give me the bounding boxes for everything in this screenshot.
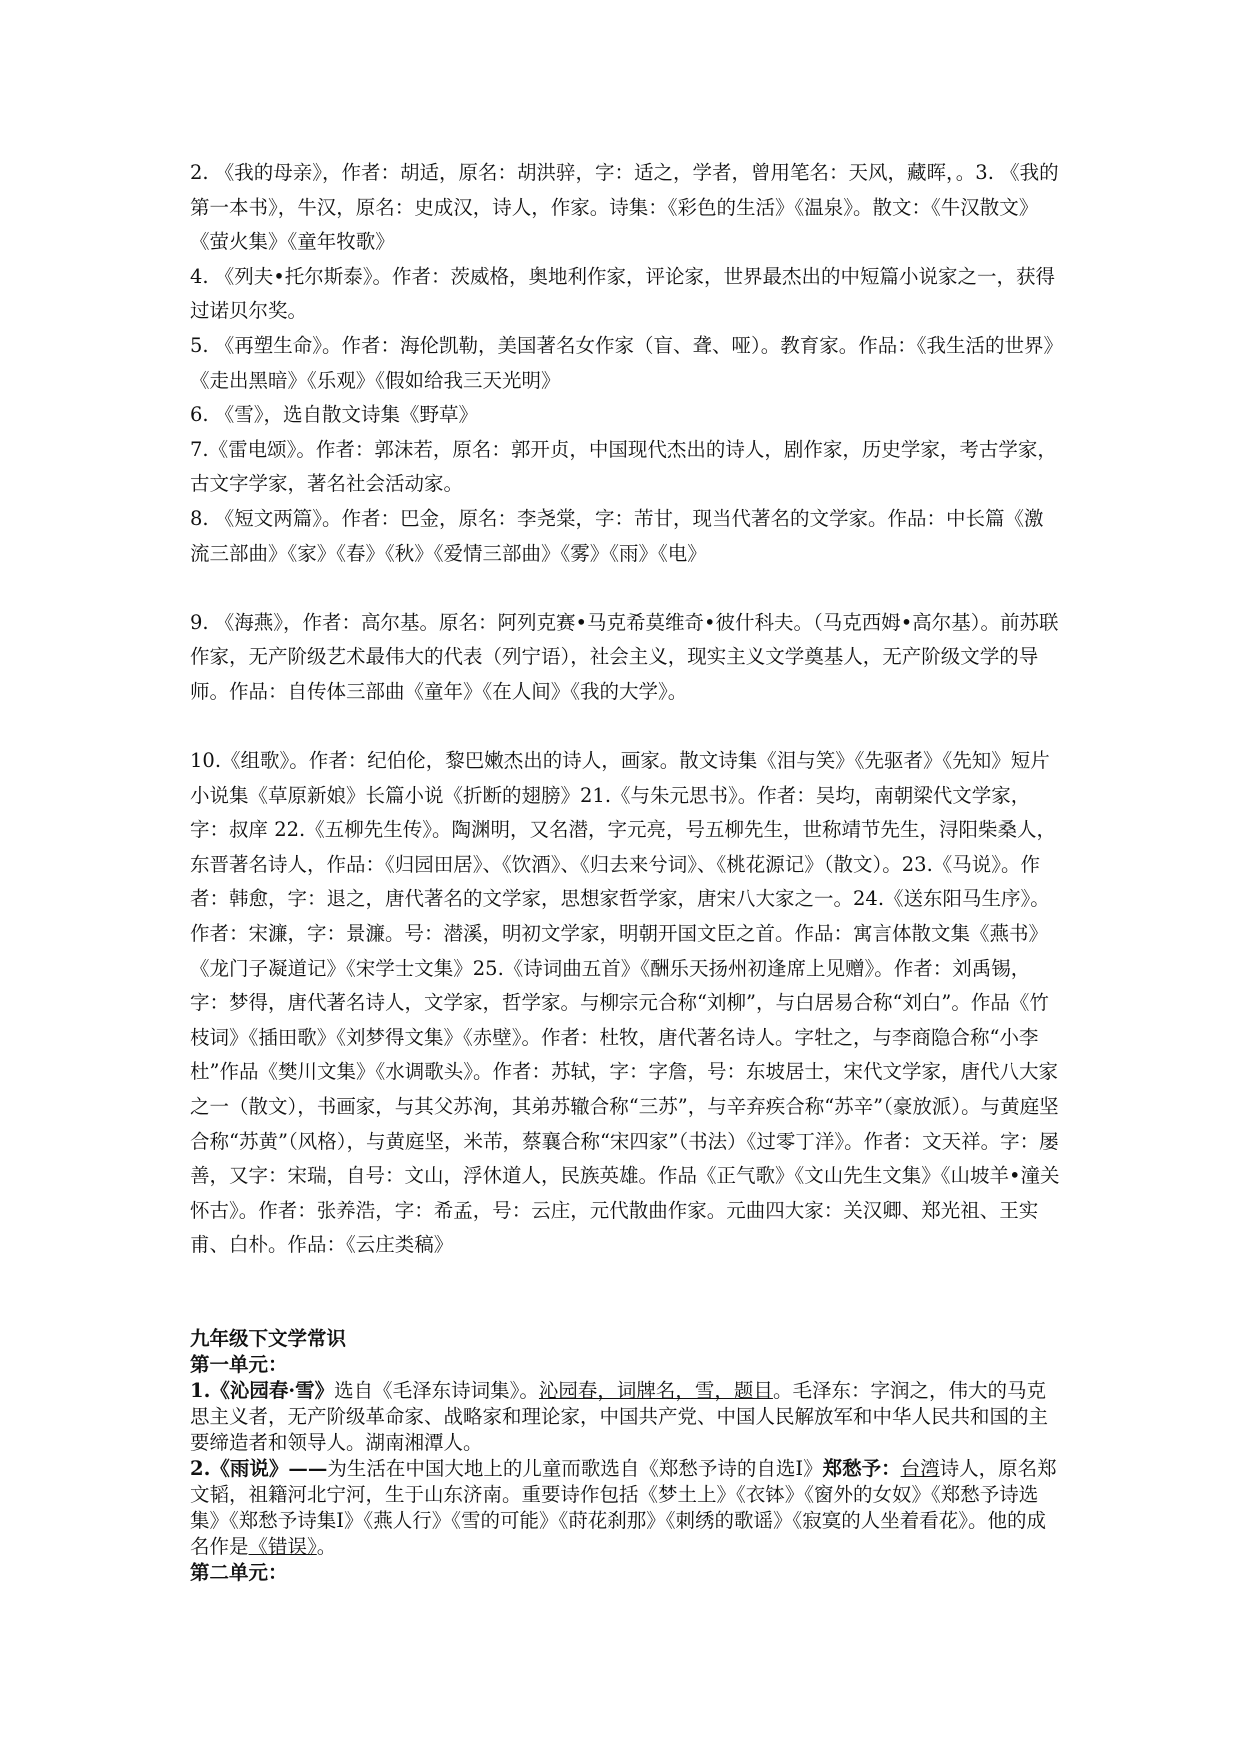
entry-5: 5. 《再塑生命》。作者：海伦凯勒，美国著名女作家（盲、聋、哑）。教育家。作品：《我生活的世界》《走出黑暗》《乐观》《假如给我三天光明》 [190, 333, 1054, 392]
entry-10-25: 10.《组歌》。作者：纪伯伦，黎巴嫩杰出的诗人，画家。散文诗集《泪与笑》《先驱者》《先知》短片小说集《草原新娘》长篇小说《折断的翅膀》21.《与朱元思书》。作者：吴均，南朝梁代文学家，字：叔庠 22.《五柳先生传》。陶渊明，又名潜，字元亮，号五柳先生，世称靖节先生，浔阳柴桑人，东晋著名诗人，作品：《归园田居》、《饮酒》、《归去来兮词》、《桃花源记》（散文）。23.《马说》。作者：韩愈，字：退之，唐代著名的文学家，思想家哲学家，唐宋八大家之一。24.《送东阳马生序》。作者：宋濂，字：景濂。号：潜溪，明初文学家，明朝开国文臣之首。作品：寓言体散文集《燕书》《龙门子凝道记》《宋学士文集》25.《诗词曲五首》《酬乐天扬州初逢席上见赠》。作者：刘禹锡，字：梦得，唐代著名诗人，文学家，哲学家。与柳宗元合称“刘柳”，与白居易合称“刘白”。作品《竹枝词》《插田歌》《刘梦得文集》《赤壁》。作者：杜牧，唐代著名诗人。字牡之，与李商隐合称“小李杜”作品《樊川文集》《水调歌头》。作者：苏轼，字：字詹，号：东坡居士，宋代文学家，唐代八大家之一（散文），书画家，与其父苏洵，其弟苏辙合称“三苏”，与辛弃疾合称“苏辛”（豪放派）。与黄庭坚合称“苏黄”（风格），与黄庭坚，米芾，蔡襄合称“宋四家”（书法）《过零丁洋》。作者：文天祥。字：屡善，又字：宋瑞，自号：文山，浮休道人，民族英雄。作品《正气歌》《文山先生文集》《山坡羊•潼关怀古》。作者：张养浩，字：希孟，号：云庄，元代散曲作家。元曲四大家：关汉卿、郑光祖、王实甫、白朴。作品：《云庄类稿》 [190, 749, 1060, 1257]
entry-9: 9. 《海燕》，作者：高尔基。原名：阿列克赛•马克希莫维奇•彼什科夫。（马克西姆•高尔基）。前苏联作家，无产阶级艺术最伟大的代表（列宁语），社会主义，现实主义文学奠基人，无产阶级文学的导师。作品：自传体三部曲《童年》《在人间》《我的大学》。 [190, 610, 1059, 703]
entry-7: 7.《雷电颂》。作者：郭沫若，原名：郭开贞，中国现代杰出的诗人，剧作家，历史学家，考古学家，古文字学家，著名社会活动家。 [190, 437, 1057, 496]
lesson2-famous-work: 《错误》 [248, 1535, 317, 1558]
lesson2-author: 郑愁予： [822, 1457, 901, 1480]
lesson2-title: 2.《雨说》—— [190, 1457, 328, 1480]
unit2-heading: 第二单元： [190, 1561, 288, 1584]
lesson1-title: 1.《沁园春·雪》 [190, 1379, 335, 1402]
grade9-literature-section [190, 1326, 1060, 1586]
lesson2-text-2: 诗人，原名郑文韬，祖籍河北宁河，生于山东济南。重要诗作包括《梦土上》《衣钵》《窗外的女奴》《郑愁予诗选集》《郑愁予诗集Ⅰ》《燕人行》《雪的可能》《莳花刹那》《刺绣的歌谣》《寂寞的人坐着看花》。他的成名作是 [190, 1457, 1057, 1558]
paragraph-gap [190, 710, 1060, 745]
unit1-heading: 第一单元： [190, 1353, 288, 1376]
lesson2-place: 台湾 [900, 1457, 940, 1480]
lesson1-entry [190, 1378, 1060, 1456]
entry-2-3: 2. 《我的母亲》，作者：胡适，原名：胡洪骍，字：适之，学者，曾用笔名：天风，藏晖，。3. 《我的第一本书》，牛汉，原名：史成汉，诗人，作家。诗集：《彩色的生活》《温泉》。散文：《牛汉散文》《萤火集》《童年牧歌》 [190, 161, 1059, 254]
lesson2-text-3: 。 [316, 1535, 337, 1558]
entry-8: 8. 《短文两篇》。作者：巴金，原名：李尧棠，字：芾甘，现当代著名的文学家。作品：中长篇《激流三部曲》《家》《春》《秋》《爱情三部曲》《雾》《雨》《电》 [190, 506, 1044, 565]
entry-4: 4. 《列夫•托尔斯泰》。作者：茨威格，奥地利作家，评论家，世界最杰出的中短篇小说家之一，获得过诺贝尔奖。 [190, 264, 1056, 323]
section-heading: 九年级下文学常识 [190, 1327, 347, 1350]
lesson2-entry [190, 1456, 1060, 1560]
lesson2-text: 为生活在中国大地上的儿童而歌选自《郑愁予诗的自选Ⅰ》 [327, 1457, 823, 1480]
paragraph-gap [190, 571, 1060, 606]
lesson1-text-2: 。毛泽东：字润之，伟大的马克思主义者，无产阶级革命家、战略家和理论家，中国共产党、中国人民解放军和中华人民共和国的主要缔造者和领导人。湖南湘潭人。 [190, 1379, 1049, 1454]
lesson1-underlined-note: 沁园春，词牌名，雪，题目 [538, 1379, 773, 1402]
literature-notes-upper [190, 156, 1060, 1263]
lesson1-text: 选自《毛泽东诗词集》。 [334, 1379, 539, 1402]
entry-6: 6. 《雪》，选自散文诗集《野草》 [190, 403, 479, 427]
